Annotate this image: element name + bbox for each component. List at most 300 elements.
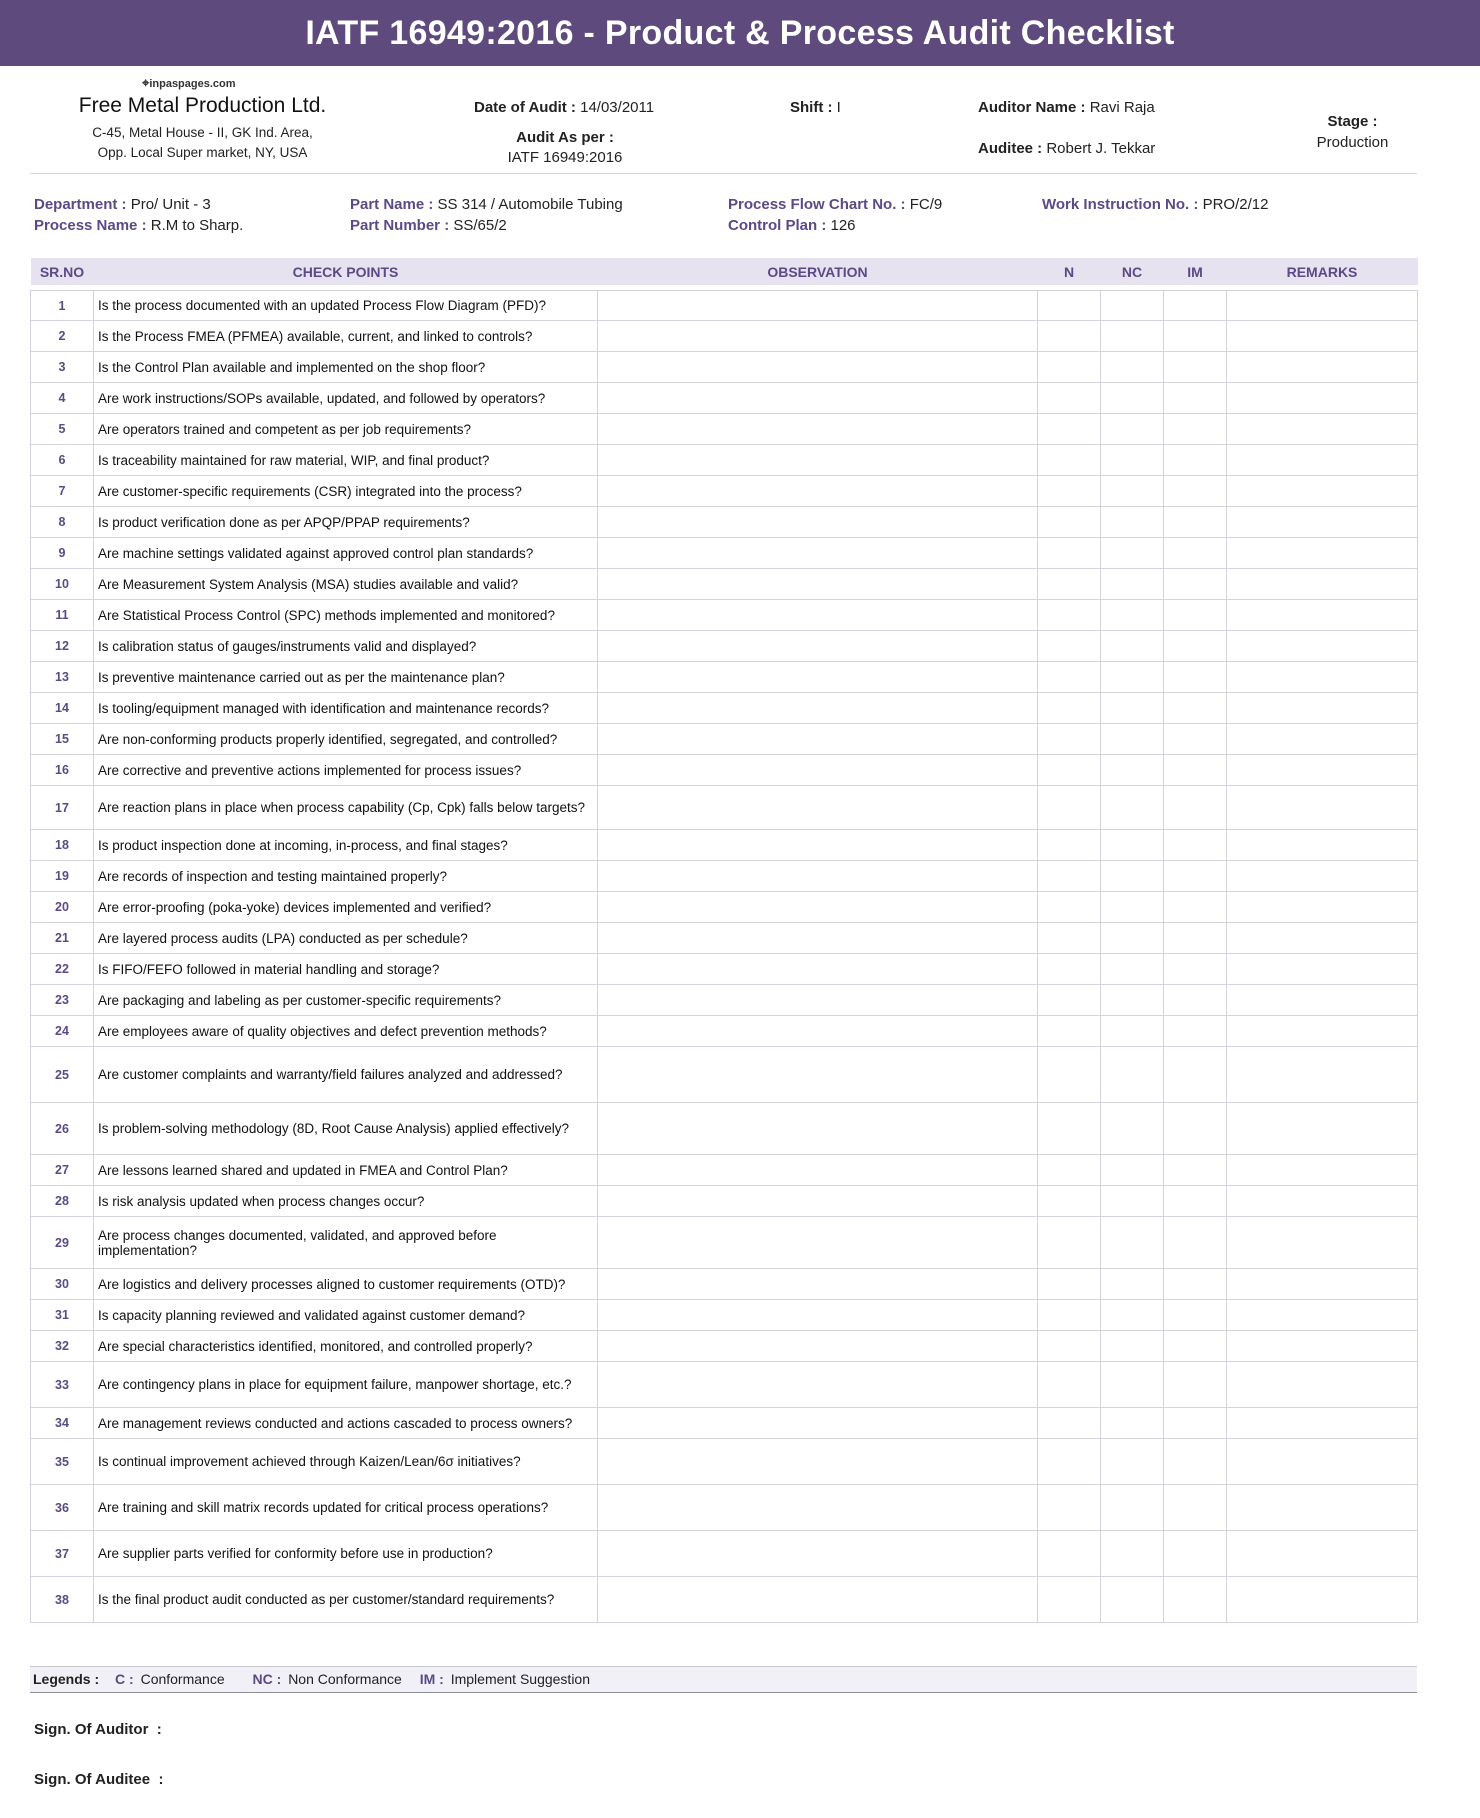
n-cell[interactable] (1038, 755, 1101, 786)
nc-cell[interactable] (1101, 538, 1164, 569)
observation-cell[interactable] (598, 476, 1038, 507)
n-cell[interactable] (1038, 1186, 1101, 1217)
table-row (31, 985, 1418, 1016)
nc-cell[interactable] (1101, 1439, 1164, 1485)
table-row (31, 1485, 1418, 1531)
nc-cell[interactable] (1101, 1331, 1164, 1362)
legend-nc-key: NC : (252, 1671, 282, 1687)
nc-cell[interactable] (1101, 1047, 1164, 1103)
observation-cell[interactable] (598, 1103, 1038, 1155)
im-cell[interactable] (1164, 755, 1227, 786)
sr-cell: 31 (31, 1300, 94, 1331)
remarks-cell[interactable] (1227, 1186, 1418, 1217)
auditee-value: Robert J. Tekkar (1046, 140, 1156, 157)
im-cell[interactable] (1164, 892, 1227, 923)
nc-cell[interactable] (1101, 1408, 1164, 1439)
table-row (31, 1269, 1418, 1300)
remarks-cell[interactable] (1227, 1300, 1418, 1331)
im-cell[interactable] (1164, 1408, 1227, 1439)
check-point-cell: Are operators trained and competent as per job requirements? (94, 414, 598, 445)
work-instruction (1042, 196, 1268, 213)
remarks-cell[interactable] (1227, 1408, 1418, 1439)
im-cell[interactable] (1164, 1217, 1227, 1269)
remarks-cell[interactable] (1227, 1331, 1418, 1362)
auditor-value: Ravi Raja (1089, 99, 1155, 116)
observation-cell[interactable] (598, 1016, 1038, 1047)
nc-cell[interactable] (1101, 786, 1164, 830)
observation-cell[interactable] (598, 631, 1038, 662)
nc-cell[interactable] (1101, 755, 1164, 786)
nc-cell[interactable] (1101, 1103, 1164, 1155)
check-point-cell: Are logistics and delivery processes aligned to customer requirements (OTD)? (94, 1269, 598, 1300)
check-point-cell: Is tooling/equipment managed with identification and maintenance records? (94, 693, 598, 724)
im-cell[interactable] (1164, 1577, 1227, 1623)
observation-cell[interactable] (598, 1531, 1038, 1577)
nc-cell[interactable] (1101, 291, 1164, 321)
table-row (31, 861, 1418, 892)
n-cell[interactable] (1038, 1577, 1101, 1623)
sr-cell: 27 (31, 1155, 94, 1186)
remarks-cell[interactable] (1227, 985, 1418, 1016)
col-header-remarks: REMARKS (1227, 258, 1418, 286)
check-point-cell: Are training and skill matrix records updated for critical process operations? (94, 1485, 598, 1531)
remarks-cell[interactable] (1227, 1577, 1418, 1623)
table-row (31, 1331, 1418, 1362)
nc-cell[interactable] (1101, 724, 1164, 755)
nc-cell[interactable] (1101, 861, 1164, 892)
table-row (31, 892, 1418, 923)
observation-cell[interactable] (598, 1186, 1038, 1217)
check-point-cell: Are special characteristics identified, monitored, and controlled properly? (94, 1331, 598, 1362)
im-cell[interactable] (1164, 923, 1227, 954)
observation-cell[interactable] (598, 1269, 1038, 1300)
im-cell[interactable] (1164, 507, 1227, 538)
observation-cell[interactable] (598, 892, 1038, 923)
im-cell[interactable] (1164, 1155, 1227, 1186)
remarks-cell[interactable] (1227, 1531, 1418, 1577)
check-point-cell: Is calibration status of gauges/instruments valid and displayed? (94, 631, 598, 662)
remarks-cell[interactable] (1227, 445, 1418, 476)
observation-cell[interactable] (598, 383, 1038, 414)
im-cell[interactable] (1164, 1269, 1227, 1300)
remarks-cell[interactable] (1227, 569, 1418, 600)
stage-label: Stage : (1327, 113, 1378, 130)
sr-cell: 11 (31, 600, 94, 631)
im-cell[interactable] (1164, 1362, 1227, 1408)
n-cell[interactable] (1038, 1531, 1101, 1577)
nc-cell[interactable] (1101, 923, 1164, 954)
im-cell[interactable] (1164, 1485, 1227, 1531)
nc-cell[interactable] (1101, 1362, 1164, 1408)
im-cell[interactable] (1164, 352, 1227, 383)
check-point-cell: Is the final product audit conducted as per customer/standard requirements? (94, 1577, 598, 1623)
nc-cell[interactable] (1101, 383, 1164, 414)
n-cell[interactable] (1038, 724, 1101, 755)
date-label: Date of Audit : (474, 99, 576, 116)
remarks-cell[interactable] (1227, 1155, 1418, 1186)
auditor-signature-label: Sign. Of Auditor : (34, 1721, 162, 1738)
n-cell[interactable] (1038, 1217, 1101, 1269)
observation-cell[interactable] (598, 1047, 1038, 1103)
check-point-cell: Are Measurement System Analysis (MSA) studies available and valid? (94, 569, 598, 600)
n-cell[interactable] (1038, 1103, 1101, 1155)
nc-cell[interactable] (1101, 507, 1164, 538)
stage-value: Production (1316, 134, 1389, 151)
check-point-cell: Are error-proofing (poka-yoke) devices implemented and verified? (94, 892, 598, 923)
nc-cell[interactable] (1101, 445, 1164, 476)
n-cell[interactable] (1038, 321, 1101, 352)
check-point-cell: Are Statistical Process Control (SPC) methods implemented and monitored? (94, 600, 598, 631)
im-cell[interactable] (1164, 538, 1227, 569)
logo-icon: ⌖ (142, 75, 150, 90)
n-cell[interactable] (1038, 786, 1101, 830)
observation-cell[interactable] (598, 352, 1038, 383)
remarks-cell[interactable] (1227, 538, 1418, 569)
remarks-cell[interactable] (1227, 414, 1418, 445)
nc-cell[interactable] (1101, 321, 1164, 352)
n-cell[interactable] (1038, 954, 1101, 985)
auditor-label: Auditor Name : (978, 99, 1086, 116)
n-cell[interactable] (1038, 1408, 1101, 1439)
n-cell[interactable] (1038, 507, 1101, 538)
remarks-cell[interactable] (1227, 1439, 1418, 1485)
n-cell[interactable] (1038, 662, 1101, 693)
n-cell[interactable] (1038, 923, 1101, 954)
nc-cell[interactable] (1101, 1269, 1164, 1300)
remarks-cell[interactable] (1227, 1047, 1418, 1103)
im-cell[interactable] (1164, 1186, 1227, 1217)
observation-cell[interactable] (598, 1408, 1038, 1439)
table-row (31, 724, 1418, 755)
n-cell[interactable] (1038, 291, 1101, 321)
sr-cell: 4 (31, 383, 94, 414)
check-point-cell: Are work instructions/SOPs available, updated, and followed by operators? (94, 383, 598, 414)
table-row (31, 954, 1418, 985)
table-row (31, 1408, 1418, 1439)
remarks-cell[interactable] (1227, 786, 1418, 830)
table-row (31, 1531, 1418, 1577)
table-row (31, 1439, 1418, 1485)
part-name-value: SS 314 / Automobile Tubing (437, 196, 623, 213)
remarks-cell[interactable] (1227, 892, 1418, 923)
legend-im-key: IM : (419, 1671, 444, 1687)
process-name-value: R.M to Sharp. (150, 217, 244, 234)
sr-cell: 20 (31, 892, 94, 923)
observation-cell[interactable] (598, 414, 1038, 445)
control-plan (728, 217, 856, 234)
observation-cell[interactable] (598, 923, 1038, 954)
remarks-cell[interactable] (1227, 1217, 1418, 1269)
nc-cell[interactable] (1101, 1531, 1164, 1577)
im-cell[interactable] (1164, 476, 1227, 507)
n-cell[interactable] (1038, 892, 1101, 923)
sr-cell: 24 (31, 1016, 94, 1047)
im-cell[interactable] (1164, 693, 1227, 724)
table-row (31, 383, 1418, 414)
remarks-cell[interactable] (1227, 1103, 1418, 1155)
im-cell[interactable] (1164, 1439, 1227, 1485)
company-address-2: Opp. Local Super market, NY, USA (97, 145, 308, 160)
remarks-cell[interactable] (1227, 693, 1418, 724)
sr-cell: 18 (31, 830, 94, 861)
sr-cell: 32 (31, 1331, 94, 1362)
remarks-cell[interactable] (1227, 954, 1418, 985)
legend-c-text: Conformance (140, 1671, 225, 1687)
audit-as-per-value: IATF 16949:2016 (507, 149, 623, 166)
n-cell[interactable] (1038, 538, 1101, 569)
nc-cell[interactable] (1101, 693, 1164, 724)
im-cell[interactable] (1164, 1331, 1227, 1362)
sr-cell: 38 (31, 1577, 94, 1623)
im-cell[interactable] (1164, 414, 1227, 445)
check-point-cell: Is the process documented with an updated Process Flow Diagram (PFD)? (94, 291, 598, 321)
table-row (31, 414, 1418, 445)
table-row (31, 291, 1418, 321)
remarks-cell[interactable] (1227, 755, 1418, 786)
observation-cell[interactable] (598, 755, 1038, 786)
im-cell[interactable] (1164, 1016, 1227, 1047)
n-cell[interactable] (1038, 600, 1101, 631)
check-point-cell: Is preventive maintenance carried out as per the maintenance plan? (94, 662, 598, 693)
check-point-cell: Is the Control Plan available and implemented on the shop floor? (94, 352, 598, 383)
page-title: IATF 16949:2016 - Product & Process Audit Checklist (0, 0, 1480, 66)
im-cell[interactable] (1164, 1531, 1227, 1577)
im-cell[interactable] (1164, 861, 1227, 892)
shift-value: I (836, 99, 841, 116)
table-row (31, 1103, 1418, 1155)
remarks-cell[interactable] (1227, 830, 1418, 861)
nc-cell[interactable] (1101, 600, 1164, 631)
im-cell[interactable] (1164, 291, 1227, 321)
n-cell[interactable] (1038, 414, 1101, 445)
remarks-cell[interactable] (1227, 631, 1418, 662)
check-point-cell: Is FIFO/FEFO followed in material handling and storage? (94, 954, 598, 985)
observation-cell[interactable] (598, 445, 1038, 476)
observation-cell[interactable] (598, 1577, 1038, 1623)
table-row (31, 1300, 1418, 1331)
check-point-cell: Are non-conforming products properly identified, segregated, and controlled? (94, 724, 598, 755)
remarks-cell[interactable] (1227, 1016, 1418, 1047)
check-point-cell: Is the Process FMEA (PFMEA) available, current, and linked to controls? (94, 321, 598, 352)
remarks-cell[interactable] (1227, 923, 1418, 954)
observation-cell[interactable] (598, 724, 1038, 755)
table-row (31, 600, 1418, 631)
remarks-cell[interactable] (1227, 724, 1418, 755)
check-point-cell: Is capacity planning reviewed and validated against customer demand? (94, 1300, 598, 1331)
auditee-name (978, 140, 1155, 157)
n-cell[interactable] (1038, 1331, 1101, 1362)
legend-label: Legends : (33, 1671, 100, 1687)
logo-text: inpaspages.com (149, 78, 236, 90)
remarks-cell[interactable] (1227, 1362, 1418, 1408)
n-cell[interactable] (1038, 1300, 1101, 1331)
nc-cell[interactable] (1101, 352, 1164, 383)
nc-cell[interactable] (1101, 1155, 1164, 1186)
sr-cell: 1 (31, 291, 94, 321)
im-cell[interactable] (1164, 1300, 1227, 1331)
table-row (31, 1217, 1418, 1269)
nc-cell[interactable] (1101, 1485, 1164, 1531)
table-row (31, 1016, 1418, 1047)
part-number (350, 217, 507, 234)
nc-cell[interactable] (1101, 1300, 1164, 1331)
check-point-cell: Is product verification done as per APQP/PPAP requirements? (94, 507, 598, 538)
im-cell[interactable] (1164, 1047, 1227, 1103)
remarks-cell[interactable] (1227, 383, 1418, 414)
nc-cell[interactable] (1101, 1217, 1164, 1269)
im-cell[interactable] (1164, 786, 1227, 830)
remarks-cell[interactable] (1227, 476, 1418, 507)
part-name-label: Part Name : (350, 196, 434, 213)
check-point-cell: Are lessons learned shared and updated in FMEA and Control Plan? (94, 1155, 598, 1186)
im-cell[interactable] (1164, 985, 1227, 1016)
nc-cell[interactable] (1101, 1016, 1164, 1047)
nc-cell[interactable] (1101, 569, 1164, 600)
im-cell[interactable] (1164, 724, 1227, 755)
remarks-cell[interactable] (1227, 1269, 1418, 1300)
remarks-cell[interactable] (1227, 321, 1418, 352)
nc-cell[interactable] (1101, 830, 1164, 861)
observation-cell[interactable] (598, 786, 1038, 830)
nc-cell[interactable] (1101, 414, 1164, 445)
check-point-cell: Is traceability maintained for raw material, WIP, and final product? (94, 445, 598, 476)
observation-cell[interactable] (598, 291, 1038, 321)
table-row (31, 1047, 1418, 1103)
legend-im-text: Implement Suggestion (450, 1671, 591, 1687)
im-cell[interactable] (1164, 383, 1227, 414)
check-point-cell: Is continual improvement achieved through Kaizen/Lean/6σ initiatives? (94, 1439, 598, 1485)
observation-cell[interactable] (598, 1485, 1038, 1531)
legend-c-key: C : (115, 1671, 134, 1687)
sr-cell: 28 (31, 1186, 94, 1217)
observation-cell[interactable] (598, 985, 1038, 1016)
shift (790, 99, 841, 116)
remarks-cell[interactable] (1227, 861, 1418, 892)
nc-cell[interactable] (1101, 631, 1164, 662)
table-row (31, 569, 1418, 600)
n-cell[interactable] (1038, 1016, 1101, 1047)
im-cell[interactable] (1164, 954, 1227, 985)
observation-cell[interactable] (598, 1439, 1038, 1485)
im-cell[interactable] (1164, 600, 1227, 631)
remarks-cell[interactable] (1227, 1485, 1418, 1531)
sr-cell: 23 (31, 985, 94, 1016)
sr-cell: 14 (31, 693, 94, 724)
observation-cell[interactable] (598, 830, 1038, 861)
check-point-cell: Are records of inspection and testing maintained properly? (94, 861, 598, 892)
observation-cell[interactable] (598, 321, 1038, 352)
remarks-cell[interactable] (1227, 507, 1418, 538)
checklist-table (30, 258, 1418, 1623)
nc-cell[interactable] (1101, 985, 1164, 1016)
im-cell[interactable] (1164, 569, 1227, 600)
check-point-cell: Are contingency plans in place for equipment failure, manpower shortage, etc.? (94, 1362, 598, 1408)
table-row (31, 830, 1418, 861)
observation-cell[interactable] (598, 569, 1038, 600)
nc-cell[interactable] (1101, 476, 1164, 507)
n-cell[interactable] (1038, 1485, 1101, 1531)
n-cell[interactable] (1038, 1269, 1101, 1300)
n-cell[interactable] (1038, 569, 1101, 600)
table-row (31, 755, 1418, 786)
date-of-audit (474, 99, 654, 116)
sr-cell: 9 (31, 538, 94, 569)
checklist-body (31, 286, 1418, 1623)
n-cell[interactable] (1038, 383, 1101, 414)
nc-cell[interactable] (1101, 954, 1164, 985)
observation-cell[interactable] (598, 1217, 1038, 1269)
table-row (31, 631, 1418, 662)
im-cell[interactable] (1164, 631, 1227, 662)
observation-cell[interactable] (598, 1362, 1038, 1408)
process-flow-chart (728, 196, 942, 213)
im-cell[interactable] (1164, 1103, 1227, 1155)
im-cell[interactable] (1164, 830, 1227, 861)
check-point-cell: Are customer-specific requirements (CSR) integrated into the process? (94, 476, 598, 507)
remarks-cell[interactable] (1227, 352, 1418, 383)
remarks-cell[interactable] (1227, 662, 1418, 693)
observation-cell[interactable] (598, 861, 1038, 892)
n-cell[interactable] (1038, 1155, 1101, 1186)
im-cell[interactable] (1164, 321, 1227, 352)
nc-cell[interactable] (1101, 892, 1164, 923)
n-cell[interactable] (1038, 631, 1101, 662)
auditee-signature-label: Sign. Of Auditee : (34, 1771, 164, 1788)
sr-cell: 21 (31, 923, 94, 954)
nc-cell[interactable] (1101, 1186, 1164, 1217)
n-cell[interactable] (1038, 693, 1101, 724)
check-point-cell: Are machine settings validated against approved control plan standards? (94, 538, 598, 569)
observation-cell[interactable] (598, 1300, 1038, 1331)
n-cell[interactable] (1038, 830, 1101, 861)
department-value: Pro/ Unit - 3 (130, 196, 211, 213)
observation-cell[interactable] (598, 693, 1038, 724)
observation-cell[interactable] (598, 954, 1038, 985)
department-label: Department : (34, 196, 127, 213)
n-cell[interactable] (1038, 985, 1101, 1016)
audit-as-per-label: Audit As per : (516, 129, 614, 146)
n-cell[interactable] (1038, 1362, 1101, 1408)
observation-cell[interactable] (598, 538, 1038, 569)
company-address-1: C-45, Metal House - II, GK Ind. Area, (92, 125, 313, 140)
table-row (31, 1577, 1418, 1623)
im-cell[interactable] (1164, 662, 1227, 693)
n-cell[interactable] (1038, 445, 1101, 476)
observation-cell[interactable] (598, 507, 1038, 538)
observation-cell[interactable] (598, 662, 1038, 693)
remarks-cell[interactable] (1227, 291, 1418, 321)
sr-cell: 7 (31, 476, 94, 507)
nc-cell[interactable] (1101, 662, 1164, 693)
wi-value: PRO/2/12 (1202, 196, 1269, 213)
pfc-value: FC/9 (909, 196, 943, 213)
table-row (31, 538, 1418, 569)
observation-cell[interactable] (598, 1331, 1038, 1362)
n-cell[interactable] (1038, 352, 1101, 383)
n-cell[interactable] (1038, 476, 1101, 507)
remarks-cell[interactable] (1227, 600, 1418, 631)
observation-cell[interactable] (598, 600, 1038, 631)
sr-cell: 6 (31, 445, 94, 476)
nc-cell[interactable] (1101, 1577, 1164, 1623)
n-cell[interactable] (1038, 1047, 1101, 1103)
n-cell[interactable] (1038, 861, 1101, 892)
observation-cell[interactable] (598, 1155, 1038, 1186)
im-cell[interactable] (1164, 445, 1227, 476)
sr-cell: 33 (31, 1362, 94, 1408)
n-cell[interactable] (1038, 1439, 1101, 1485)
check-point-cell: Is product inspection done at incoming, in-process, and final stages? (94, 830, 598, 861)
